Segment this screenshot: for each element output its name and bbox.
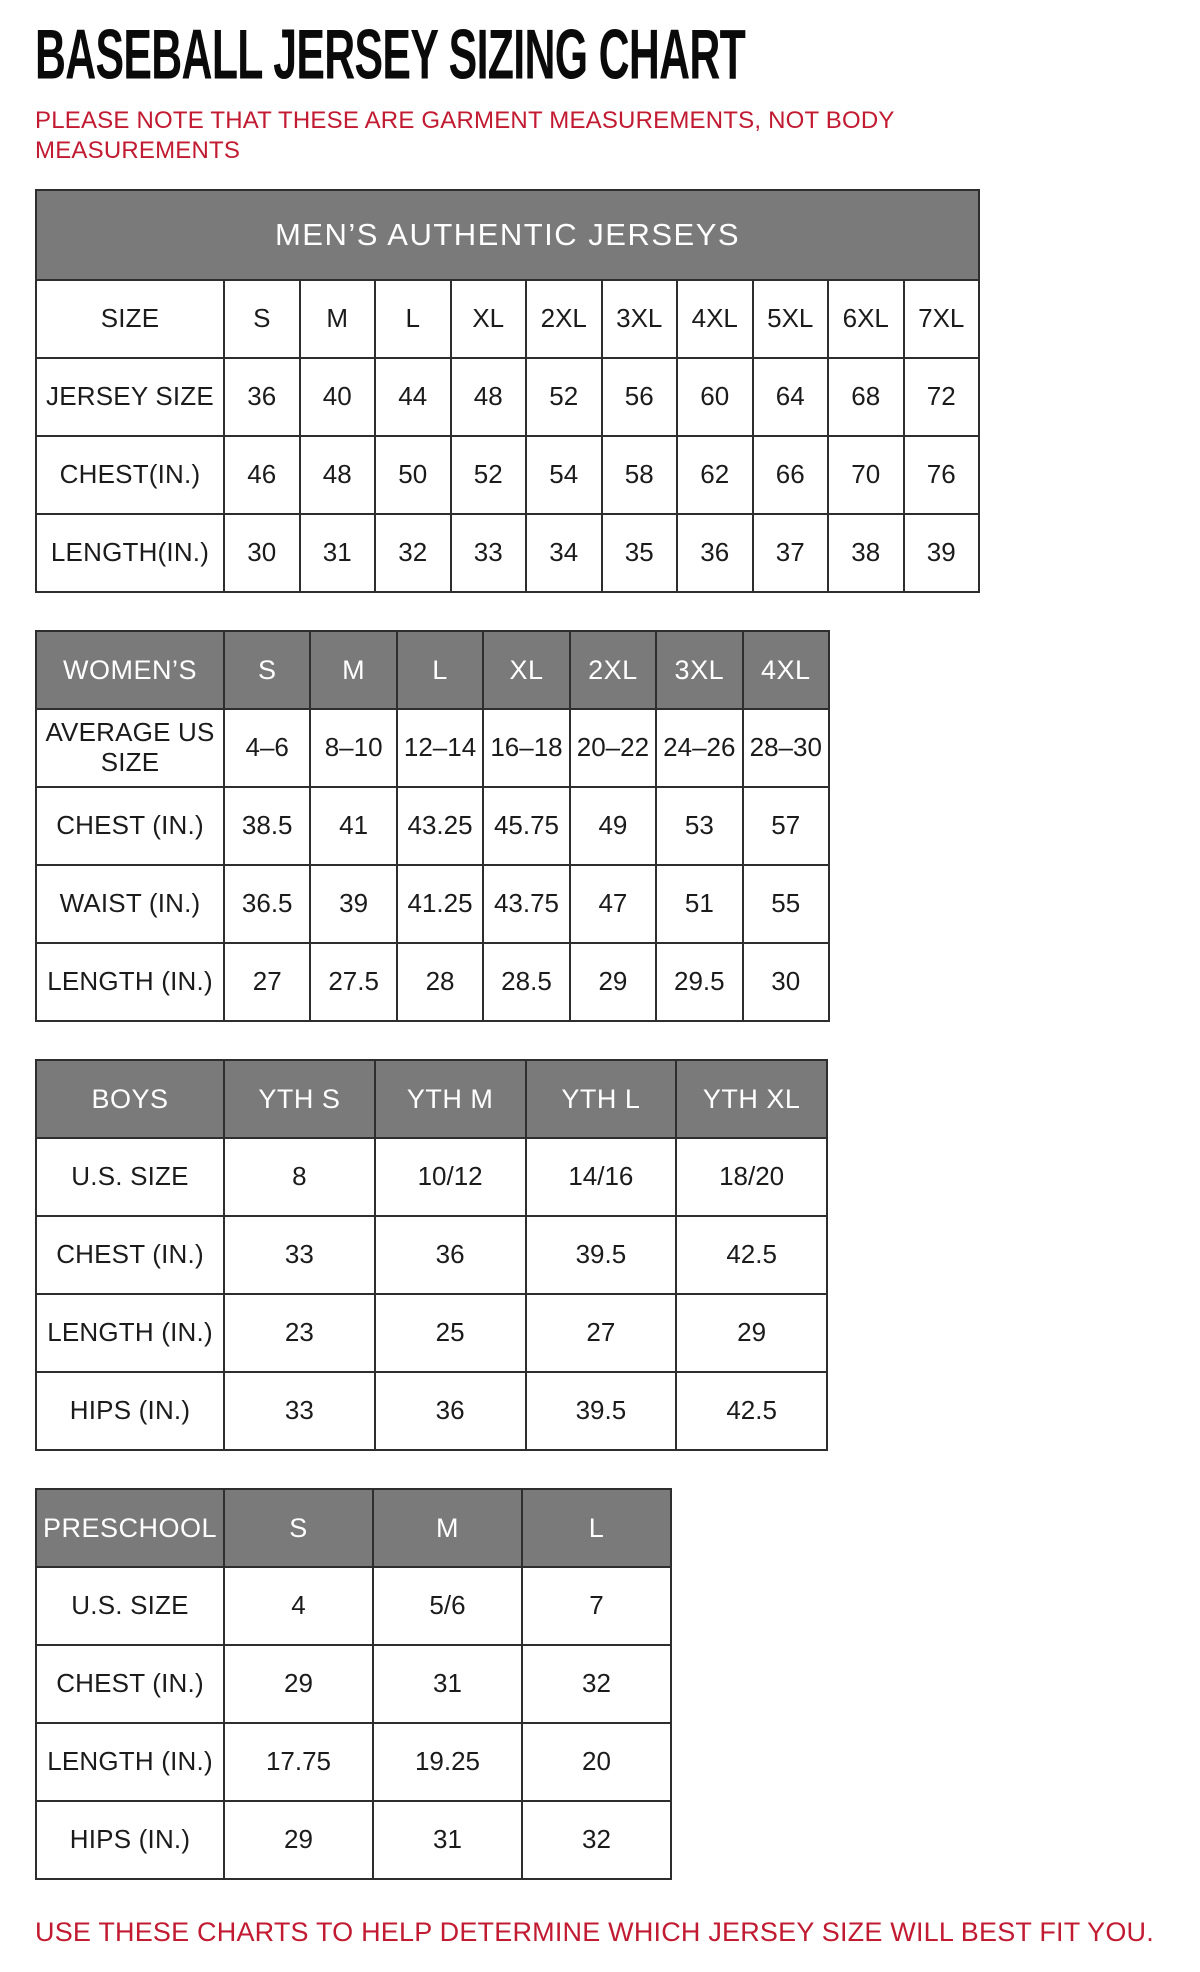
mens-value-cell: 60 xyxy=(677,358,753,436)
mens-data-row xyxy=(36,358,979,436)
womens-value-cell: 28 xyxy=(397,943,483,1021)
boys-data-row xyxy=(36,1216,827,1294)
preschool-data-row xyxy=(36,1723,671,1801)
preschool-data-row xyxy=(36,1567,671,1645)
mens-banner-row xyxy=(36,190,979,280)
boys-data-row xyxy=(36,1138,827,1216)
boys-size-header: YTH XL xyxy=(676,1060,827,1138)
mens-value-cell: 36 xyxy=(677,514,753,592)
womens-value-cell: 4–6 xyxy=(224,709,310,787)
preschool-value-cell: 5/6 xyxy=(373,1567,522,1645)
womens-value-cell: 20–22 xyxy=(570,709,656,787)
mens-value-cell: 39 xyxy=(904,514,980,592)
mens-value-cell: 50 xyxy=(375,436,451,514)
mens-size-header: 6XL xyxy=(828,280,904,358)
boys-value-cell: 27 xyxy=(526,1294,677,1372)
womens-value-cell: 29 xyxy=(570,943,656,1021)
mens-corner-header: SIZE xyxy=(36,280,224,358)
womens-row-label: AVERAGE US SIZE xyxy=(36,709,224,787)
mens-value-cell: 72 xyxy=(904,358,980,436)
womens-value-cell: 49 xyxy=(570,787,656,865)
womens-data-row xyxy=(36,787,829,865)
womens-value-cell: 45.75 xyxy=(483,787,569,865)
preschool-value-cell: 19.25 xyxy=(373,1723,522,1801)
mens-value-cell: 52 xyxy=(451,436,527,514)
boys-size-header: YTH M xyxy=(375,1060,526,1138)
mens-banner-title: MEN’S AUTHENTIC JERSEYS xyxy=(36,190,979,280)
preschool-row-label: U.S. SIZE xyxy=(36,1567,224,1645)
mens-value-cell: 30 xyxy=(224,514,300,592)
boys-value-cell: 42.5 xyxy=(676,1372,827,1450)
boys-value-cell: 36 xyxy=(375,1372,526,1450)
womens-value-cell: 39 xyxy=(310,865,396,943)
mens-value-cell: 76 xyxy=(904,436,980,514)
womens-size-header: XL xyxy=(483,631,569,709)
mens-value-cell: 38 xyxy=(828,514,904,592)
mens-size-header: 4XL xyxy=(677,280,753,358)
womens-value-cell: 55 xyxy=(743,865,829,943)
preschool-data-row xyxy=(36,1801,671,1879)
boys-row-label: U.S. SIZE xyxy=(36,1138,224,1216)
preschool-header-row xyxy=(36,1489,671,1567)
boys-value-cell: 18/20 xyxy=(676,1138,827,1216)
fit-advice-footer: USE THESE CHARTS TO HELP DETERMINE WHICH JERSEY SIZE WILL BEST FIT YOU. xyxy=(35,1917,1154,1948)
womens-data-row xyxy=(36,943,829,1021)
mens-value-cell: 44 xyxy=(375,358,451,436)
mens-value-cell: 54 xyxy=(526,436,602,514)
preschool-value-cell: 32 xyxy=(522,1645,671,1723)
womens-header-row xyxy=(36,631,829,709)
womens-sizing-table xyxy=(35,630,830,1022)
mens-value-cell: 70 xyxy=(828,436,904,514)
boys-row-label: LENGTH (IN.) xyxy=(36,1294,224,1372)
mens-value-cell: 34 xyxy=(526,514,602,592)
mens-size-header: 5XL xyxy=(753,280,829,358)
womens-size-header: 2XL xyxy=(570,631,656,709)
womens-data-row xyxy=(36,865,829,943)
mens-value-cell: 62 xyxy=(677,436,753,514)
boys-value-cell: 23 xyxy=(224,1294,375,1372)
boys-size-header: YTH L xyxy=(526,1060,677,1138)
boys-value-cell: 39.5 xyxy=(526,1216,677,1294)
womens-value-cell: 27 xyxy=(224,943,310,1021)
boys-size-header: YTH S xyxy=(224,1060,375,1138)
womens-value-cell: 12–14 xyxy=(397,709,483,787)
womens-value-cell: 36.5 xyxy=(224,865,310,943)
womens-value-cell: 47 xyxy=(570,865,656,943)
womens-value-cell: 38.5 xyxy=(224,787,310,865)
mens-value-cell: 52 xyxy=(526,358,602,436)
boys-value-cell: 36 xyxy=(375,1216,526,1294)
womens-value-cell: 27.5 xyxy=(310,943,396,1021)
womens-corner-header: WOMEN’S xyxy=(36,631,224,709)
preschool-size-header: S xyxy=(224,1489,373,1567)
mens-value-cell: 37 xyxy=(753,514,829,592)
womens-row-label: LENGTH (IN.) xyxy=(36,943,224,1021)
womens-value-cell: 51 xyxy=(656,865,742,943)
mens-row-label: LENGTH(IN.) xyxy=(36,514,224,592)
mens-size-header: 7XL xyxy=(904,280,980,358)
preschool-row-label: HIPS (IN.) xyxy=(36,1801,224,1879)
boys-row-label: CHEST (IN.) xyxy=(36,1216,224,1294)
womens-value-cell: 28.5 xyxy=(483,943,569,1021)
preschool-size-header: M xyxy=(373,1489,522,1567)
mens-size-header: S xyxy=(224,280,300,358)
preschool-value-cell: 7 xyxy=(522,1567,671,1645)
womens-size-header: L xyxy=(397,631,483,709)
womens-value-cell: 28–30 xyxy=(743,709,829,787)
womens-value-cell: 57 xyxy=(743,787,829,865)
page-title: BASEBALL JERSEY SIZING CHART xyxy=(35,15,746,95)
preschool-value-cell: 32 xyxy=(522,1801,671,1879)
womens-size-header: 4XL xyxy=(743,631,829,709)
boys-value-cell: 33 xyxy=(224,1216,375,1294)
mens-value-cell: 32 xyxy=(375,514,451,592)
preschool-value-cell: 4 xyxy=(224,1567,373,1645)
preschool-row-label: LENGTH (IN.) xyxy=(36,1723,224,1801)
womens-row-label: WAIST (IN.) xyxy=(36,865,224,943)
womens-value-cell: 41.25 xyxy=(397,865,483,943)
mens-size-header: M xyxy=(300,280,376,358)
preschool-value-cell: 29 xyxy=(224,1801,373,1879)
womens-value-cell: 24–26 xyxy=(656,709,742,787)
boys-value-cell: 8 xyxy=(224,1138,375,1216)
womens-value-cell: 53 xyxy=(656,787,742,865)
boys-value-cell: 25 xyxy=(375,1294,526,1372)
boys-corner-header: BOYS xyxy=(36,1060,224,1138)
mens-value-cell: 48 xyxy=(300,436,376,514)
boys-value-cell: 10/12 xyxy=(375,1138,526,1216)
boys-row-label: HIPS (IN.) xyxy=(36,1372,224,1450)
boys-sizing-table xyxy=(35,1059,828,1451)
mens-value-cell: 35 xyxy=(602,514,678,592)
womens-value-cell: 8–10 xyxy=(310,709,396,787)
preschool-sizing-table xyxy=(35,1488,672,1880)
boys-value-cell: 33 xyxy=(224,1372,375,1450)
mens-row-label: JERSEY SIZE xyxy=(36,358,224,436)
womens-value-cell: 16–18 xyxy=(483,709,569,787)
mens-value-cell: 48 xyxy=(451,358,527,436)
preschool-row-label: CHEST (IN.) xyxy=(36,1645,224,1723)
mens-size-header: 3XL xyxy=(602,280,678,358)
boys-value-cell: 42.5 xyxy=(676,1216,827,1294)
preschool-value-cell: 29 xyxy=(224,1645,373,1723)
mens-data-row xyxy=(36,514,979,592)
boys-header-row xyxy=(36,1060,827,1138)
boys-value-cell: 39.5 xyxy=(526,1372,677,1450)
mens-value-cell: 31 xyxy=(300,514,376,592)
womens-value-cell: 43.25 xyxy=(397,787,483,865)
mens-value-cell: 36 xyxy=(224,358,300,436)
womens-data-row xyxy=(36,709,829,787)
preschool-value-cell: 17.75 xyxy=(224,1723,373,1801)
mens-value-cell: 46 xyxy=(224,436,300,514)
womens-value-cell: 41 xyxy=(310,787,396,865)
womens-row-label: CHEST (IN.) xyxy=(36,787,224,865)
mens-size-header: XL xyxy=(451,280,527,358)
mens-value-cell: 56 xyxy=(602,358,678,436)
mens-value-cell: 68 xyxy=(828,358,904,436)
mens-size-header: 2XL xyxy=(526,280,602,358)
boys-value-cell: 14/16 xyxy=(526,1138,677,1216)
mens-value-cell: 64 xyxy=(753,358,829,436)
mens-value-cell: 58 xyxy=(602,436,678,514)
mens-header-row xyxy=(36,280,979,358)
mens-size-header: L xyxy=(375,280,451,358)
womens-size-header: 3XL xyxy=(656,631,742,709)
mens-value-cell: 66 xyxy=(753,436,829,514)
womens-size-header: M xyxy=(310,631,396,709)
mens-value-cell: 33 xyxy=(451,514,527,592)
womens-size-header: S xyxy=(224,631,310,709)
preschool-value-cell: 20 xyxy=(522,1723,671,1801)
preschool-value-cell: 31 xyxy=(373,1645,522,1723)
boys-value-cell: 29 xyxy=(676,1294,827,1372)
garment-measurements-note: PLEASE NOTE THAT THESE ARE GARMENT MEASUREMENTS, NOT BODY MEASUREMENTS xyxy=(35,107,895,164)
boys-data-row xyxy=(36,1294,827,1372)
preschool-size-header: L xyxy=(522,1489,671,1567)
mens-data-row xyxy=(36,436,979,514)
boys-data-row xyxy=(36,1372,827,1450)
mens-value-cell: 40 xyxy=(300,358,376,436)
mens-row-label: CHEST(IN.) xyxy=(36,436,224,514)
preschool-data-row xyxy=(36,1645,671,1723)
preschool-value-cell: 31 xyxy=(373,1801,522,1879)
womens-value-cell: 43.75 xyxy=(483,865,569,943)
preschool-corner-header: PRESCHOOL xyxy=(36,1489,224,1567)
womens-value-cell: 30 xyxy=(743,943,829,1021)
mens-sizing-table xyxy=(35,189,980,593)
womens-value-cell: 29.5 xyxy=(656,943,742,1021)
